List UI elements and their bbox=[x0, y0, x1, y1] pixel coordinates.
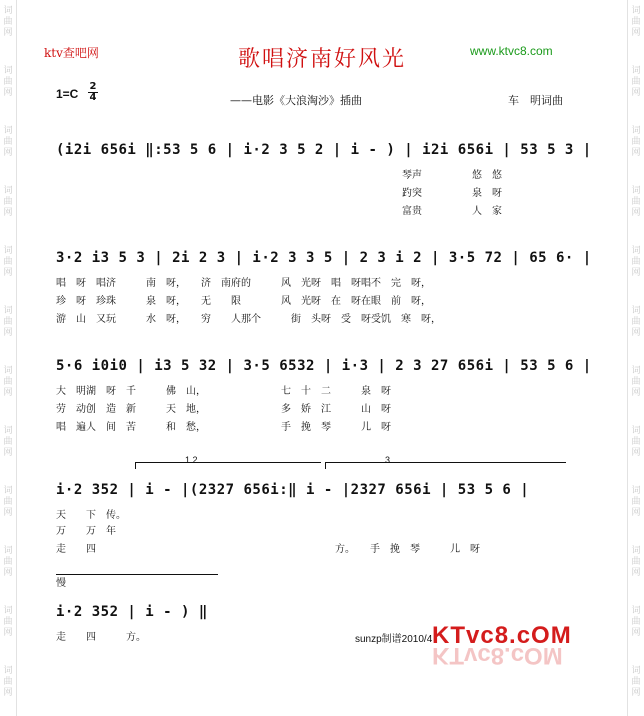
watermark-text: 词曲网 bbox=[3, 606, 13, 638]
lyric-line: 万 万 年 bbox=[56, 526, 116, 537]
watermark-text: 词曲网 bbox=[3, 546, 13, 578]
lyric-line: 唱 遍人 间 苦 和 愁， 手 挽 琴 儿 呀 bbox=[56, 422, 391, 433]
lyric-line: 劳 动创 造 新 天 地， 多 娇 江 山 呀 bbox=[56, 404, 391, 415]
lyric-line: 富贵 人 家 bbox=[402, 206, 502, 217]
time-numerator: 2 bbox=[89, 81, 97, 92]
lyric-line: 珍 呀 珍珠 泉 呀， 无 限 风 光呀 在 呀在眼 前 呀， bbox=[56, 296, 431, 307]
lyric-line: 走 四 方。 bbox=[56, 632, 146, 643]
watermark-text: 词曲网 bbox=[631, 126, 641, 158]
lyric-line: 天 下 传。 bbox=[56, 510, 126, 521]
left-watermark-column bbox=[0, 0, 17, 716]
watermark-text: 词曲网 bbox=[3, 486, 13, 518]
coda-bracket bbox=[56, 574, 218, 575]
lyric-line: 方。 手 挽 琴 儿 呀 bbox=[335, 544, 480, 555]
watermark-text: 词曲网 bbox=[631, 666, 641, 698]
volta-bracket-2 bbox=[325, 462, 566, 469]
watermark-text: 词曲网 bbox=[3, 366, 13, 398]
volta-bracket-1 bbox=[135, 462, 321, 469]
watermark-text: 词曲网 bbox=[631, 546, 641, 578]
ktvc8-logo bbox=[432, 622, 592, 674]
lyric-line: 琴声 悠 悠 bbox=[402, 170, 502, 181]
time-denominator: 4 bbox=[89, 92, 97, 103]
watermark-text: 词曲网 bbox=[631, 6, 641, 38]
watermark-text: 词曲网 bbox=[631, 246, 641, 278]
site-brand-right: www.ktvc8.com bbox=[470, 44, 553, 58]
watermark-text: 词曲网 bbox=[3, 426, 13, 458]
key-signature: 1=C bbox=[56, 87, 79, 101]
site-brand-left: ktv查吧网 bbox=[44, 46, 99, 60]
watermark-text: 词曲网 bbox=[631, 486, 641, 518]
right-watermark-column bbox=[627, 0, 644, 716]
watermark-text: 词曲网 bbox=[3, 6, 13, 38]
volta-number-1: 1 2 bbox=[185, 455, 198, 465]
time-signature bbox=[88, 82, 98, 103]
transcriber-credit: sunzp制谱2010/4 bbox=[355, 634, 433, 645]
notation-row-4: i·2 352 | i - |(2327 656i:‖ i - |2327 656i | 53 5 6 | bbox=[56, 482, 530, 498]
watermark-text: 词曲网 bbox=[631, 426, 641, 458]
song-title: 歌唱济南好风光 bbox=[237, 47, 406, 72]
watermark-text: 词曲网 bbox=[3, 66, 13, 98]
watermark-text: 词曲网 bbox=[631, 606, 641, 638]
watermark-text: 词曲网 bbox=[3, 186, 13, 218]
lyric-line: 游 山 又玩 水 呀， 穷 人那个 街 头呀 受 呀受饥 寒 呀， bbox=[56, 314, 441, 325]
notation-row-1: (i2i 656i ‖:53 5 6 | i·2 3 5 2 | i - ) | i2i 656i | 53 5 3 | bbox=[56, 142, 592, 158]
lyric-line: 大 明湖 呀 千 佛 山， 七 十 二 泉 呀 bbox=[56, 386, 391, 397]
notation-row-5: i·2 352 | i - ) ‖ bbox=[56, 604, 208, 620]
watermark-text: 词曲网 bbox=[631, 186, 641, 218]
watermark-text: 词曲网 bbox=[631, 306, 641, 338]
subtitle: ——电影《大浪淘沙》插曲 bbox=[230, 94, 362, 107]
watermark-text: 词曲网 bbox=[631, 66, 641, 98]
lyric-line: 唱 呀 唱济 南 呀， 济 南府的 风 光呀 唱 呀唱不 完 呀， bbox=[56, 278, 431, 289]
watermark-text: 词曲网 bbox=[3, 306, 13, 338]
tempo-marking: 慢 bbox=[56, 578, 66, 589]
watermark-text: 词曲网 bbox=[3, 126, 13, 158]
watermark-text: 词曲网 bbox=[3, 246, 13, 278]
volta-number-2: 3 bbox=[385, 455, 391, 465]
logo-text: KTvc8.cOM bbox=[432, 622, 572, 649]
notation-row-3: 5·6 i0i0 | i3 5 32 | 3·5 6532 | i·3 | 2 3 27 656i | 53 5 6 | bbox=[56, 358, 592, 374]
lyric-line: 趵突 泉 呀 bbox=[402, 188, 502, 199]
watermark-text: 词曲网 bbox=[631, 366, 641, 398]
watermark-text: 词曲网 bbox=[3, 666, 13, 698]
notation-row-2: 3·2 i3 5 3 | 2i 2 3 | i·2 3 3 5 | 2 3 i 2 | 3·5 72 | 65 6· | bbox=[56, 250, 592, 266]
composer-credit: 车 明词曲 bbox=[508, 94, 563, 107]
logo-reflection: KTvc8.cOM bbox=[432, 642, 563, 669]
lyric-line: 走 四 bbox=[56, 544, 96, 555]
